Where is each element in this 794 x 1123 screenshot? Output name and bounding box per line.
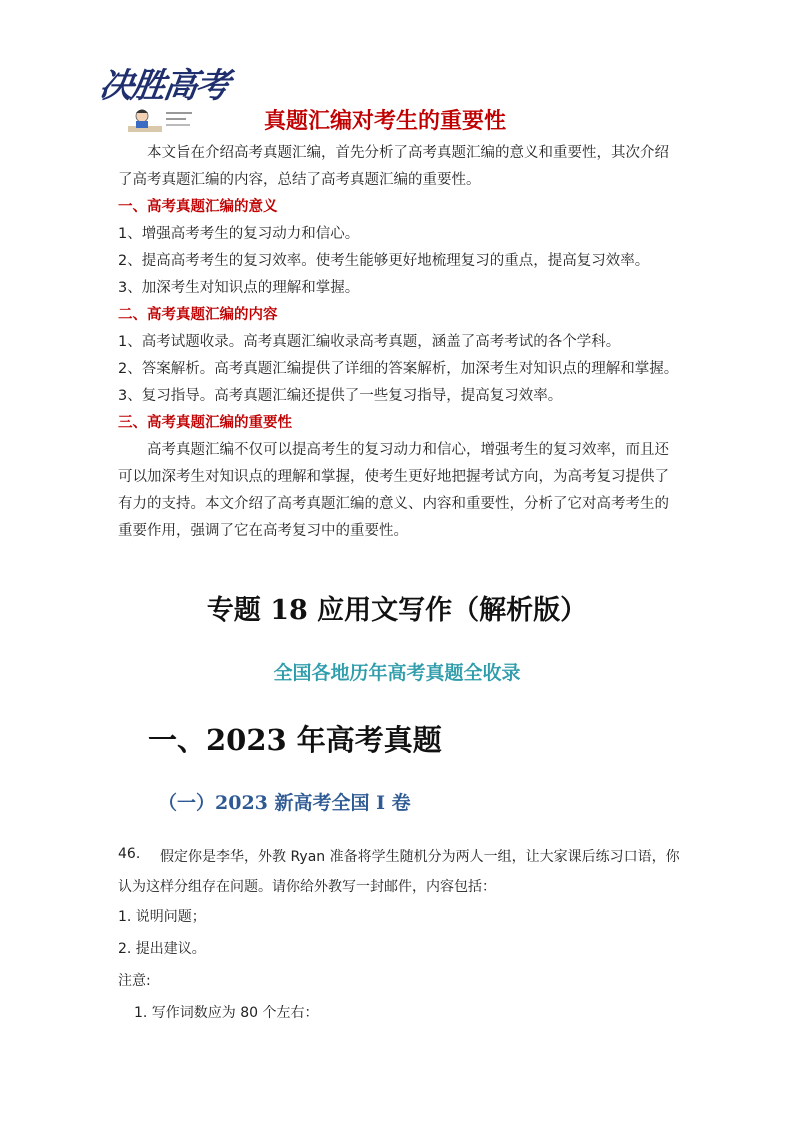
section2-item: 2、答案解析。高考真题汇编提供了详细的答案解析，加深考生对知识点的理解和掌握。 [118,361,679,377]
intro-line-2: 了高考真题汇编的内容，总结了高考真题汇编的重要性。 [118,172,481,188]
section-title: 一、2023 年高考真题 [148,723,442,757]
question-note-1: 1. 写作词数应为 80 个左右： [134,1005,319,1021]
subsection-title: （一）2023 新高考全国 I 卷 [158,792,411,814]
question-note-label: 注意: [118,973,151,989]
section2-item: 3、复习指导。高考真题汇编还提供了一些复习指导，提高复习效率。 [118,388,563,404]
question-point-1: 1. 说明问题； [118,909,206,925]
question-point-2: 2. 提出建议。 [118,941,206,957]
section3-line: 重要作用，强调了它在高考复习中的重要性。 [118,523,408,539]
main-title: 专题 18 应用文写作（解析版） [206,595,588,626]
section1-heading: 一、高考真题汇编的意义 [118,199,278,215]
section2-item: 1、高考试题收录。高考真题汇编收录高考真题，涵盖了高考考试的各个学科。 [118,334,621,350]
question-number: 46. [118,846,141,862]
intro-line-1: 本文旨在介绍高考真题汇编，首先分析了高考真题汇编的意义和重要性，其次介绍 [147,145,669,161]
question-line-2: 认为这样分组存在问题。请你给外教写一封邮件，内容包括： [118,879,496,895]
section3-heading: 三、高考真题汇编的重要性 [118,415,292,431]
section3-line: 可以加深考生对知识点的理解和掌握，使考生更好地把握考试方向，为高考复习提供了 [118,469,669,485]
logo [96,56,231,142]
header-title: 真题汇编对考生的重要性 [264,109,507,134]
section3-line: 高考真题汇编不仅可以提高考生的复习动力和信心，增强考生的复习效率，而且还 [147,442,669,458]
section1-item: 3、加深考生对知识点的理解和掌握。 [118,280,360,296]
question-line-1: 假定你是李华，外教 Ryan 准备将学生随机分为两人一组，让大家课后练习口语，你 [160,849,680,865]
logo-text: 决胜高考 [96,66,231,106]
section3-line: 有力的支持。本文介绍了高考真题汇编的意义、内容和重要性，分析了它对高考考生的 [118,496,669,512]
sub-title: 全国各地历年高考真题全收录 [273,662,521,684]
section1-item: 1、增强高考考生的复习动力和信心。 [118,226,360,242]
logo-student-illustration [126,104,196,136]
section1-item: 2、提高高考考生的复习效率。使考生能够更好地梳理复习的重点，提高复习效率。 [118,253,650,269]
section2-heading: 二、高考真题汇编的内容 [118,307,278,323]
